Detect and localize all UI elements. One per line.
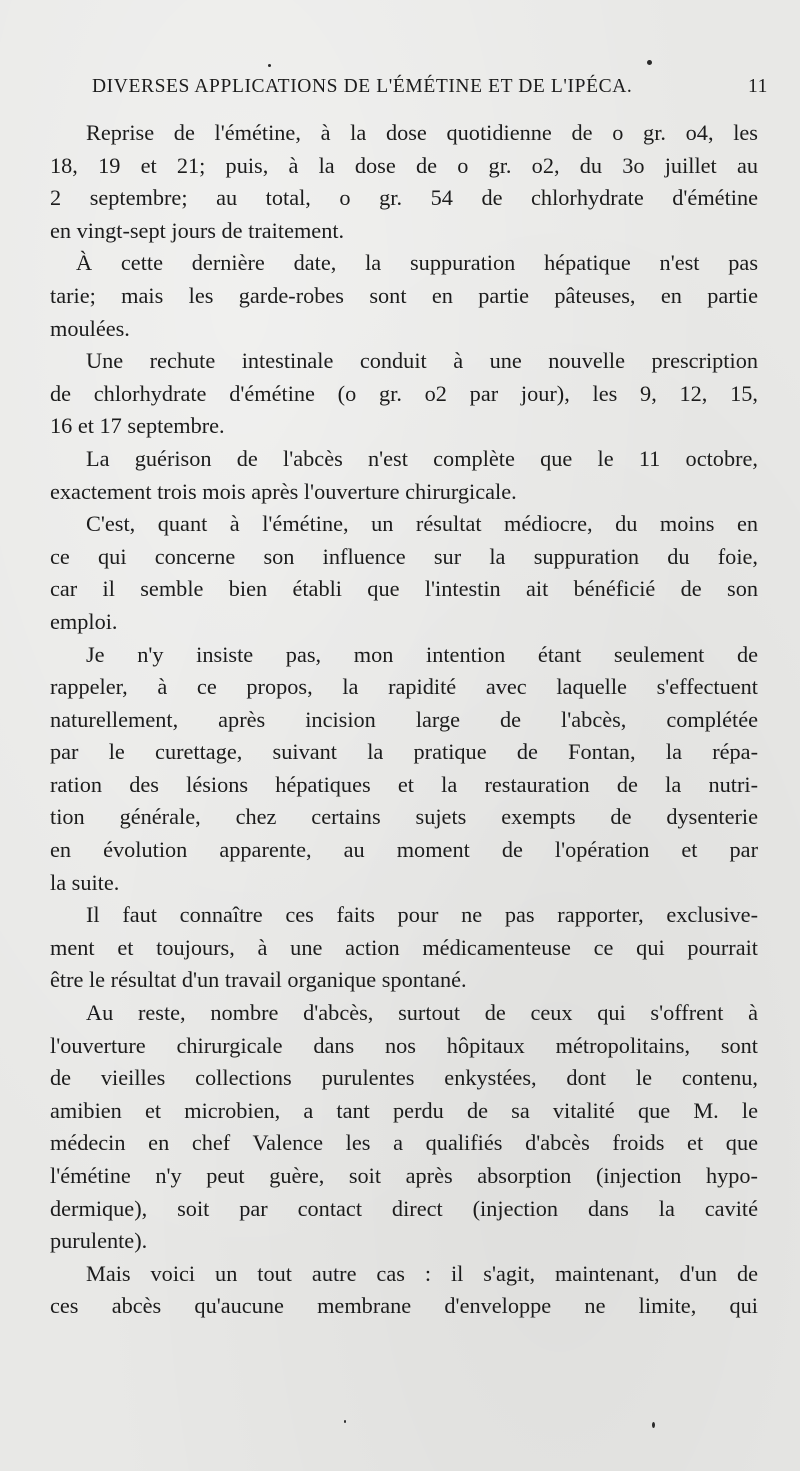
body-text [50, 117, 758, 1323]
text-line: exactement trois mois après l'ouverture chirurgicale. [50, 478, 517, 504]
text-line: Je n'y insiste pas, mon intention étant seulement de [86, 641, 758, 667]
text-line: C'est, quant à l'émétine, un résultat médiocre, du moins en [86, 511, 758, 537]
text-line: tion générale, chez certains sujets exempts de dysenterie [50, 804, 758, 830]
text-line: Mais voici un tout autre cas : il s'agit, maintenant, d'un de [86, 1260, 758, 1286]
text-line: être le résultat d'un travail organique spontané. [50, 967, 467, 993]
text-line: purulente). [50, 1228, 148, 1254]
text-line: La guérison de l'abcès n'est complète que le 11 octobre, [86, 445, 758, 471]
text-line: en évolution apparente, au moment de l'opération et par [50, 837, 758, 863]
text-line: 18, 19 et 21; puis, à la dose de o gr. o2, du 3o juillet au [50, 152, 758, 178]
text-line: 16 et 17 septembre. [50, 413, 225, 439]
scan-speck [647, 60, 652, 65]
running-title: DIVERSES APPLICATIONS DE L'ÉMÉTINE ET DE L'IPÉCA. [92, 76, 633, 97]
text-line: la suite. [50, 869, 120, 895]
text-line: en vingt-sept jours de traitement. [50, 217, 345, 243]
text-line: Une rechute intestinale conduit à une nouvelle prescription [86, 348, 758, 374]
text-line: l'émétine n'y peut guère, soit après absorption (injection hypo- [50, 1163, 758, 1188]
text-line: dermique), soit par contact direct (injection dans la cavité [50, 1195, 758, 1221]
text-line: rappeler, à ce propos, la rapidité avec laquelle s'effectuent [50, 674, 758, 700]
text-line: Au reste, nombre d'abcès, surtout de ceux qui s'offrent à [86, 1000, 758, 1026]
scan-speck [652, 1422, 655, 1428]
text-line: moulées. [50, 315, 130, 341]
text-line: l'ouverture chirurgicale dans nos hôpitaux métropolitains, sont [50, 1032, 758, 1058]
text-line: ce qui concerne son influence sur la suppuration du foie, [50, 543, 758, 569]
text-line: À cette dernière date, la suppuration hépatique n'est pas [76, 250, 758, 276]
text-line: de vieilles collections purulentes enkystées, dont le contenu, [50, 1065, 758, 1091]
text-line: de chlorhydrate d'émétine (o gr. o2 par jour), les 9, 12, 15, [50, 380, 758, 406]
text-line: naturellement, après incision large de l'abcès, complétée [50, 706, 758, 732]
text-line: médecin en chef Valence les a qualifiés d'abcès froids et que [50, 1130, 758, 1156]
text-line: amibien et microbien, a tant perdu de sa vitalité que M. le [50, 1097, 758, 1123]
text-line: par le curettage, suivant la pratique de Fontan, la répa- [50, 739, 758, 765]
text-line: ces abcès qu'aucune membrane d'enveloppe ne limite, qui [50, 1293, 758, 1319]
text-line: tarie; mais les garde-robes sont en partie pâteuses, en partie [50, 282, 758, 308]
text-line: Il faut connaître ces faits pour ne pas rapporter, exclusive- [86, 902, 758, 928]
text-line: 2 septembre; au total, o gr. 54 de chlorhydrate d'émétine [50, 185, 758, 211]
text-line: emploi. [50, 608, 118, 634]
scan-speck [268, 64, 271, 67]
scan-speck [344, 1420, 346, 1423]
text-line: Reprise de l'émétine, à la dose quotidienne de o gr. o4, les [86, 120, 758, 145]
text-line: ment et toujours, à une action médicamenteuse ce qui pourrait [50, 934, 758, 960]
page-number: 11 [748, 76, 768, 97]
text-line: ration des lésions hépatiques et la restauration de la nutri- [50, 771, 758, 797]
text-line: car il semble bien établi que l'intestin ait bénéficié de son [50, 576, 758, 602]
page-header [92, 76, 768, 106]
